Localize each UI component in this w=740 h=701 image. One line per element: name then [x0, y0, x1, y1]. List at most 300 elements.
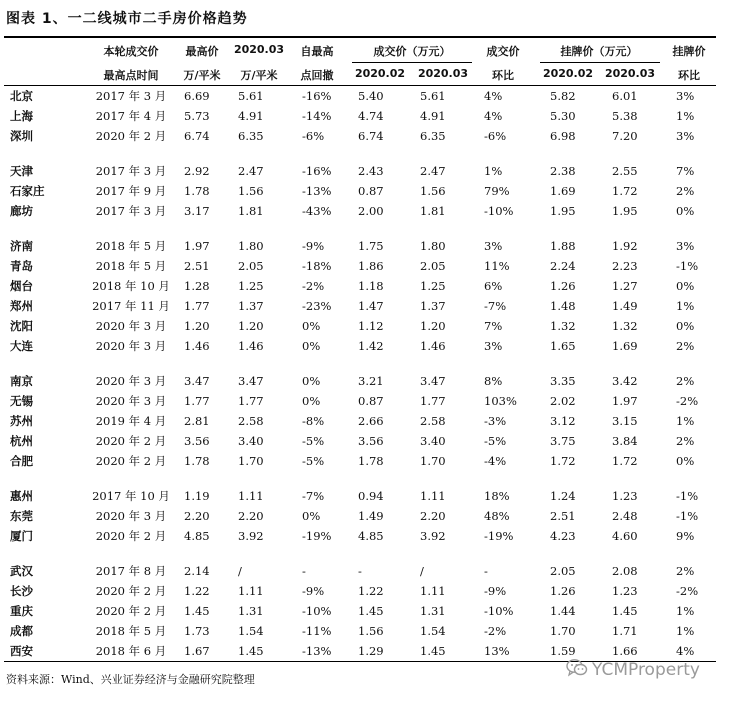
cell-deal-2020-02: 1.78 — [358, 454, 384, 469]
cell-deal-2020-02: 0.87 — [358, 394, 384, 409]
cell-list-2020-02: 1.88 — [550, 238, 576, 253]
cell-list-2020-02: 3.75 — [550, 434, 576, 449]
cell-peak-price: 1.77 — [184, 299, 210, 314]
cell-list-mom: 0% — [676, 204, 695, 219]
cell-deal-mom: -2% — [484, 624, 507, 639]
cell-deal-mom: 4% — [484, 109, 503, 124]
cell-city: 成都 — [10, 624, 33, 639]
cell-list-2020-03: 2.23 — [612, 258, 638, 273]
cell-deal-2020-02: 1.45 — [358, 604, 384, 619]
cell-peak-price: 2.20 — [184, 509, 210, 524]
table-row — [4, 181, 716, 201]
header-list-2002: 2020.02 — [542, 67, 594, 80]
cell-deal-mom: -7% — [484, 299, 507, 314]
cell-list-mom: 2% — [676, 434, 695, 449]
cell-price-2020-03: 1.77 — [238, 394, 264, 409]
header-deal-group: 成交价（万元） — [373, 45, 451, 58]
cell-peak-time: 2020 年 2 月 — [95, 434, 167, 449]
cell-peak-time: 2020 年 3 月 — [95, 373, 167, 388]
cell-list-2020-03: 2.48 — [612, 509, 638, 524]
cell-list-mom: -1% — [676, 258, 699, 273]
cell-price-2020-03: 1.81 — [238, 204, 264, 219]
cell-list-2020-02: 2.02 — [550, 394, 576, 409]
table-row — [4, 411, 716, 431]
cell-deal-2020-03: 1.20 — [420, 319, 446, 334]
cell-city: 廊坊 — [10, 204, 33, 219]
cell-city: 天津 — [10, 163, 33, 178]
cell-city: 深圳 — [10, 129, 33, 144]
cell-city: 南京 — [10, 373, 33, 388]
cell-deal-2020-02: 6.74 — [358, 129, 384, 144]
cell-list-2020-03: 1.71 — [612, 624, 638, 639]
cell-drawdown: 0% — [302, 319, 321, 334]
cell-peak-time: 2017 年 11 月 — [92, 299, 170, 314]
cell-peak-price: 1.73 — [184, 624, 210, 639]
cell-list-2020-02: 1.26 — [550, 583, 576, 598]
cell-deal-mom: -19% — [484, 529, 514, 544]
cell-price-2020-03: 1.20 — [238, 319, 264, 334]
cell-list-2020-03: 3.15 — [612, 414, 638, 429]
cell-deal-2020-03: 3.40 — [420, 434, 446, 449]
cell-list-2020-02: 2.38 — [550, 163, 576, 178]
header-price-2003-2: 万/平米 — [240, 69, 278, 82]
cell-peak-time: 2018 年 5 月 — [95, 258, 167, 273]
cell-list-mom: 7% — [676, 163, 695, 178]
cell-list-2020-03: 1.45 — [612, 604, 638, 619]
cell-price-2020-03: 1.70 — [238, 454, 264, 469]
cell-price-2020-03: 3.47 — [238, 373, 264, 388]
cell-list-mom: 1% — [676, 299, 695, 314]
cell-list-2020-03: 5.38 — [612, 109, 638, 124]
cell-deal-mom: -5% — [484, 434, 507, 449]
cell-deal-2020-02: 4.74 — [358, 109, 384, 124]
cell-drawdown: -23% — [302, 299, 332, 314]
cell-list-2020-02: 1.44 — [550, 604, 576, 619]
price-table — [4, 86, 716, 661]
cell-list-2020-03: 2.55 — [612, 163, 638, 178]
cell-deal-2020-03: 1.45 — [420, 644, 446, 659]
table-row — [4, 621, 716, 641]
cell-deal-2020-03: 1.11 — [420, 583, 446, 598]
group-spacer — [4, 546, 716, 561]
header-price-2003-1: 2020.03 — [233, 43, 285, 56]
cell-list-2020-02: 2.51 — [550, 509, 576, 524]
cell-peak-time: 2018 年 5 月 — [95, 238, 167, 253]
cell-deal-2020-03: 4.91 — [420, 109, 446, 124]
table-row — [4, 431, 716, 451]
header-list-mom-1: 挂牌价 — [672, 45, 706, 58]
cell-deal-2020-02: 4.85 — [358, 529, 384, 544]
cell-deal-2020-02: 1.75 — [358, 238, 384, 253]
cell-peak-time: 2017 年 3 月 — [95, 163, 167, 178]
cell-city: 大连 — [10, 339, 33, 354]
cell-price-2020-03: 1.31 — [238, 604, 264, 619]
cell-deal-mom: 13% — [484, 644, 510, 659]
cell-list-2020-02: 1.72 — [550, 454, 576, 469]
cell-drawdown: -7% — [302, 489, 325, 504]
cell-deal-2020-03: 1.54 — [420, 624, 446, 639]
cell-list-2020-03: 2.08 — [612, 563, 638, 578]
cell-city: 烟台 — [10, 278, 33, 293]
cell-drawdown: -9% — [302, 583, 325, 598]
cell-deal-2020-03: 1.70 — [420, 454, 446, 469]
table-row — [4, 256, 716, 276]
cell-deal-mom: 11% — [484, 258, 510, 273]
cell-drawdown: -5% — [302, 454, 325, 469]
header-list-2003: 2020.03 — [604, 67, 656, 80]
cell-list-mom: 4% — [676, 644, 695, 659]
cell-deal-2020-02: 1.56 — [358, 624, 384, 639]
watermark — [566, 659, 700, 681]
cell-list-2020-03: 1.72 — [612, 184, 638, 199]
cell-list-mom: 1% — [676, 604, 695, 619]
group-spacer — [4, 146, 716, 161]
cell-deal-2020-02: 1.49 — [358, 509, 384, 524]
cell-list-mom: 2% — [676, 184, 695, 199]
cell-peak-price: 1.20 — [184, 319, 210, 334]
cell-peak-price: 1.78 — [184, 454, 210, 469]
cell-city: 西安 — [10, 644, 33, 659]
cell-list-mom: 3% — [676, 129, 695, 144]
cell-peak-time: 2017 年 4 月 — [95, 109, 167, 124]
table-row — [4, 106, 716, 126]
cell-deal-2020-03: 2.47 — [420, 163, 446, 178]
cell-price-2020-03: 1.25 — [238, 278, 264, 293]
cell-peak-time: 2018 年 5 月 — [95, 624, 167, 639]
cell-peak-price: 3.17 — [184, 204, 210, 219]
cell-drawdown: -43% — [302, 204, 332, 219]
cell-deal-mom: 48% — [484, 509, 510, 524]
cell-peak-time: 2018 年 10 月 — [92, 278, 170, 293]
cell-list-2020-02: 1.26 — [550, 278, 576, 293]
cell-list-2020-03: 1.23 — [612, 583, 638, 598]
header-deal-2002: 2020.02 — [354, 67, 406, 80]
cell-list-2020-03: 1.97 — [612, 394, 638, 409]
figure-title: 图表 1、一二线城市二手房价格趋势 — [6, 11, 248, 27]
source-note: 资料来源：Wind、兴业证券经济与金融研究院整理 — [6, 673, 255, 686]
cell-price-2020-03: 1.37 — [238, 299, 264, 314]
wechat-icon — [566, 658, 588, 683]
cell-peak-price: 1.46 — [184, 339, 210, 354]
cell-peak-price: 1.97 — [184, 238, 210, 253]
table-row — [4, 236, 716, 256]
cell-city: 重庆 — [10, 604, 33, 619]
cell-list-mom: -1% — [676, 489, 699, 504]
cell-list-mom: 3% — [676, 238, 695, 253]
cell-list-2020-03: 1.32 — [612, 319, 638, 334]
cell-deal-mom: -6% — [484, 129, 507, 144]
cell-deal-2020-02: 1.22 — [358, 583, 384, 598]
cell-drawdown: -16% — [302, 163, 332, 178]
cell-deal-2020-03: 1.37 — [420, 299, 446, 314]
cell-price-2020-03: 1.45 — [238, 644, 264, 659]
cell-list-2020-03: 3.84 — [612, 434, 638, 449]
cell-peak-price: 5.73 — [184, 109, 210, 124]
cell-peak-time: 2020 年 3 月 — [95, 319, 167, 334]
cell-price-2020-03: 3.40 — [238, 434, 264, 449]
header-peak-price-1: 最高价 — [185, 45, 219, 58]
cell-city: 长沙 — [10, 583, 33, 598]
table-row — [4, 561, 716, 581]
cell-drawdown: -2% — [302, 278, 325, 293]
cell-list-mom: -1% — [676, 509, 699, 524]
table-row — [4, 371, 716, 391]
cell-list-2020-02: 1.59 — [550, 644, 576, 659]
cell-list-2020-03: 7.20 — [612, 129, 638, 144]
table-top-rule — [4, 36, 716, 38]
table-row — [4, 391, 716, 411]
header-deal-2003: 2020.03 — [417, 67, 469, 80]
cell-deal-2020-03: 1.56 — [420, 184, 446, 199]
cell-list-mom: 2% — [676, 373, 695, 388]
cell-deal-2020-03: 1.80 — [420, 238, 446, 253]
cell-peak-price: 1.19 — [184, 489, 210, 504]
cell-peak-time: 2017 年 9 月 — [95, 184, 167, 199]
header-peak-time-1: 本轮成交价 — [103, 45, 159, 58]
cell-deal-mom: 18% — [484, 489, 510, 504]
cell-deal-2020-02: 2.00 — [358, 204, 384, 219]
cell-peak-time: 2017 年 3 月 — [95, 204, 167, 219]
cell-deal-2020-03: 6.35 — [420, 129, 446, 144]
cell-peak-price: 2.51 — [184, 258, 210, 273]
cell-deal-2020-03: 3.47 — [420, 373, 446, 388]
cell-peak-time: 2017 年 10 月 — [92, 489, 170, 504]
cell-deal-2020-03: 1.25 — [420, 278, 446, 293]
cell-peak-time: 2020 年 3 月 — [95, 339, 167, 354]
cell-list-2020-02: 1.48 — [550, 299, 576, 314]
cell-deal-mom: 8% — [484, 373, 503, 388]
cell-list-mom: 0% — [676, 319, 695, 334]
cell-deal-mom: 7% — [484, 319, 503, 334]
cell-list-2020-03: 1.95 — [612, 204, 638, 219]
cell-deal-mom: 3% — [484, 339, 503, 354]
list-group-underline — [540, 62, 660, 63]
cell-list-2020-02: 4.23 — [550, 529, 576, 544]
cell-drawdown: 0% — [302, 373, 321, 388]
cell-list-mom: -2% — [676, 394, 699, 409]
cell-deal-2020-03: 1.11 — [420, 489, 446, 504]
cell-list-mom: 3% — [676, 89, 695, 104]
cell-price-2020-03: 1.54 — [238, 624, 264, 639]
cell-drawdown: 0% — [302, 509, 321, 524]
cell-city: 武汉 — [10, 563, 33, 578]
cell-city: 东莞 — [10, 509, 33, 524]
cell-list-2020-03: 1.49 — [612, 299, 638, 314]
table-row — [4, 296, 716, 316]
cell-price-2020-03: 2.05 — [238, 258, 264, 273]
group-spacer — [4, 356, 716, 371]
cell-list-2020-03: 6.01 — [612, 89, 638, 104]
cell-drawdown: 0% — [302, 394, 321, 409]
cell-list-mom: 0% — [676, 454, 695, 469]
cell-peak-time: 2020 年 3 月 — [95, 394, 167, 409]
cell-deal-mom: -9% — [484, 583, 507, 598]
cell-peak-price: 1.67 — [184, 644, 210, 659]
cell-city: 合肥 — [10, 454, 33, 469]
cell-deal-2020-02: 0.94 — [358, 489, 384, 504]
cell-deal-2020-03: 5.61 — [420, 89, 446, 104]
cell-deal-2020-03: 3.92 — [420, 529, 446, 544]
cell-price-2020-03: 1.11 — [238, 489, 264, 504]
cell-list-mom: 1% — [676, 109, 695, 124]
cell-city: 石家庄 — [10, 184, 45, 199]
cell-deal-2020-02: 2.43 — [358, 163, 384, 178]
cell-deal-mom: 79% — [484, 184, 510, 199]
cell-list-2020-03: 3.42 — [612, 373, 638, 388]
header-peak-time-2: 最高点时间 — [103, 69, 159, 82]
cell-list-2020-03: 1.66 — [612, 644, 638, 659]
header-deal-mom-2: 环比 — [492, 69, 514, 82]
cell-price-2020-03: 1.46 — [238, 339, 264, 354]
cell-deal-mom: -3% — [484, 414, 507, 429]
cell-list-2020-02: 2.24 — [550, 258, 576, 273]
table-row — [4, 201, 716, 221]
cell-deal-mom: - — [484, 563, 488, 578]
cell-peak-time: 2020 年 2 月 — [95, 529, 167, 544]
cell-deal-mom: -10% — [484, 204, 514, 219]
cell-deal-2020-03: / — [420, 563, 424, 578]
cell-city: 杭州 — [10, 434, 33, 449]
spacer-cell — [4, 546, 716, 561]
cell-list-2020-03: 1.92 — [612, 238, 638, 253]
cell-peak-time: 2019 年 4 月 — [95, 414, 167, 429]
cell-deal-2020-02: - — [358, 563, 362, 578]
table-row — [4, 506, 716, 526]
cell-peak-price: 6.74 — [184, 129, 210, 144]
cell-deal-2020-03: 1.81 — [420, 204, 446, 219]
cell-list-2020-02: 2.05 — [550, 563, 576, 578]
cell-list-2020-02: 3.35 — [550, 373, 576, 388]
cell-peak-time: 2017 年 3 月 — [95, 89, 167, 104]
cell-deal-2020-02: 1.18 — [358, 278, 384, 293]
cell-deal-2020-02: 1.29 — [358, 644, 384, 659]
table-row — [4, 581, 716, 601]
cell-price-2020-03: 4.91 — [238, 109, 264, 124]
cell-list-mom: 0% — [676, 278, 695, 293]
spacer-cell — [4, 471, 716, 486]
cell-deal-2020-02: 1.86 — [358, 258, 384, 273]
cell-list-2020-02: 5.30 — [550, 109, 576, 124]
cell-price-2020-03: 2.58 — [238, 414, 264, 429]
cell-drawdown: -6% — [302, 129, 325, 144]
cell-list-2020-03: 1.23 — [612, 489, 638, 504]
cell-city: 苏州 — [10, 414, 33, 429]
cell-list-2020-02: 1.65 — [550, 339, 576, 354]
cell-price-2020-03: 2.47 — [238, 163, 264, 178]
cell-price-2020-03: 1.80 — [238, 238, 264, 253]
cell-peak-price: 1.78 — [184, 184, 210, 199]
cell-peak-price: 4.85 — [184, 529, 210, 544]
table-row — [4, 276, 716, 296]
cell-deal-2020-03: 1.31 — [420, 604, 446, 619]
cell-deal-2020-03: 1.77 — [420, 394, 446, 409]
cell-peak-time: 2020 年 2 月 — [95, 604, 167, 619]
header-drawdown-2: 点回撤 — [300, 69, 334, 82]
cell-city: 惠州 — [10, 489, 33, 504]
cell-drawdown: -13% — [302, 644, 332, 659]
cell-deal-2020-02: 3.56 — [358, 434, 384, 449]
cell-peak-price: 1.22 — [184, 583, 210, 598]
cell-deal-2020-02: 3.21 — [358, 373, 384, 388]
table-row — [4, 601, 716, 621]
cell-peak-time: 2020 年 2 月 — [95, 454, 167, 469]
cell-list-2020-03: 1.72 — [612, 454, 638, 469]
header-list-group: 挂牌价（万元） — [560, 45, 638, 58]
spacer-cell — [4, 221, 716, 236]
cell-list-mom: 1% — [676, 624, 695, 639]
group-spacer — [4, 471, 716, 486]
watermark-text: YCMProperty — [592, 660, 700, 680]
cell-city: 沈阳 — [10, 319, 33, 334]
cell-list-mom: 1% — [676, 414, 695, 429]
cell-deal-2020-02: 0.87 — [358, 184, 384, 199]
cell-drawdown: -13% — [302, 184, 332, 199]
table-row — [4, 161, 716, 181]
table-row — [4, 336, 716, 356]
cell-drawdown: -10% — [302, 604, 332, 619]
cell-list-2020-02: 3.12 — [550, 414, 576, 429]
cell-peak-time: 2020 年 3 月 — [95, 509, 167, 524]
cell-deal-mom: 4% — [484, 89, 503, 104]
cell-city: 济南 — [10, 238, 33, 253]
cell-drawdown: -19% — [302, 529, 332, 544]
cell-price-2020-03: 3.92 — [238, 529, 264, 544]
cell-deal-mom: 1% — [484, 163, 503, 178]
cell-price-2020-03: / — [238, 563, 242, 578]
cell-peak-price: 6.69 — [184, 89, 210, 104]
cell-list-2020-02: 1.70 — [550, 624, 576, 639]
cell-deal-2020-02: 2.66 — [358, 414, 384, 429]
cell-list-2020-03: 4.60 — [612, 529, 638, 544]
cell-peak-price: 2.81 — [184, 414, 210, 429]
cell-drawdown: -14% — [302, 109, 332, 124]
table-row — [4, 486, 716, 506]
cell-drawdown: - — [302, 563, 306, 578]
header-drawdown-1: 自最高 — [300, 45, 334, 58]
cell-peak-time: 2017 年 8 月 — [95, 563, 167, 578]
cell-list-mom: 2% — [676, 563, 695, 578]
cell-peak-price: 1.77 — [184, 394, 210, 409]
cell-peak-time: 2020 年 2 月 — [95, 583, 167, 598]
cell-price-2020-03: 2.20 — [238, 509, 264, 524]
cell-deal-mom: 3% — [484, 238, 503, 253]
cell-deal-2020-02: 1.12 — [358, 319, 384, 334]
cell-deal-2020-03: 1.46 — [420, 339, 446, 354]
cell-city: 青岛 — [10, 258, 33, 273]
cell-city: 厦门 — [10, 529, 33, 544]
group-spacer — [4, 221, 716, 236]
cell-list-2020-03: 1.27 — [612, 278, 638, 293]
cell-city: 上海 — [10, 109, 33, 124]
cell-deal-mom: -4% — [484, 454, 507, 469]
cell-city: 郑州 — [10, 299, 33, 314]
cell-drawdown: -9% — [302, 238, 325, 253]
cell-peak-price: 1.45 — [184, 604, 210, 619]
cell-peak-price: 3.47 — [184, 373, 210, 388]
table-row — [4, 126, 716, 146]
cell-deal-2020-02: 5.40 — [358, 89, 384, 104]
cell-list-mom: -2% — [676, 583, 699, 598]
cell-peak-price: 1.28 — [184, 278, 210, 293]
cell-deal-mom: 6% — [484, 278, 503, 293]
cell-list-2020-02: 1.95 — [550, 204, 576, 219]
cell-drawdown: 0% — [302, 339, 321, 354]
cell-deal-2020-02: 1.42 — [358, 339, 384, 354]
cell-list-2020-02: 1.69 — [550, 184, 576, 199]
table-row — [4, 316, 716, 336]
cell-list-2020-02: 1.32 — [550, 319, 576, 334]
spacer-cell — [4, 146, 716, 161]
